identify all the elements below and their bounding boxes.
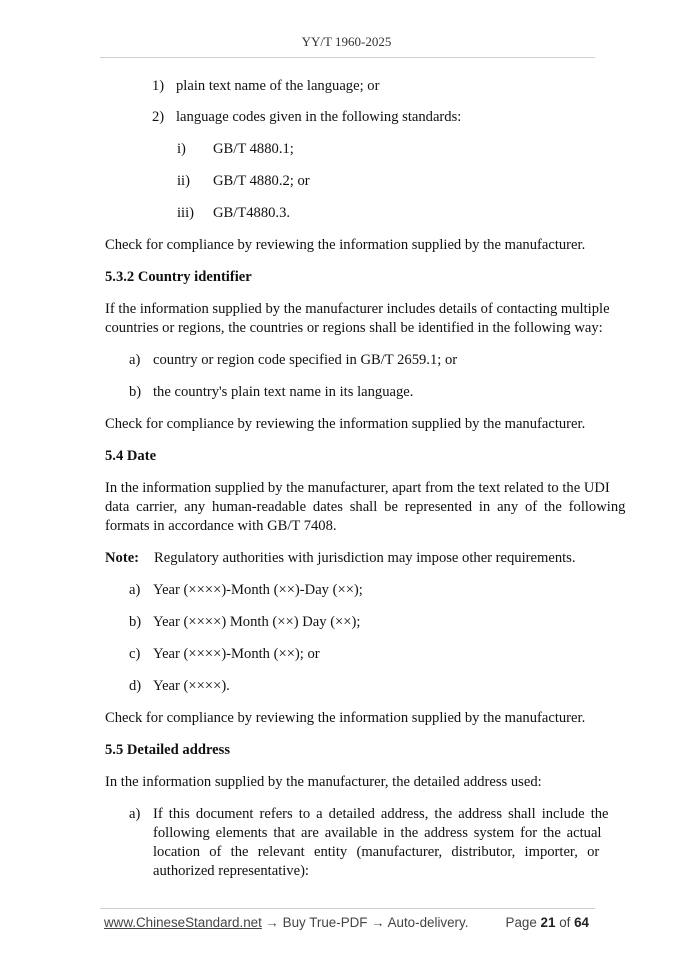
paragraph-line: formats in accordance with GB/T 7408.: [105, 518, 337, 534]
section-heading-5-3-2: 5.3.2 Country identifier: [105, 269, 252, 285]
list-text: GB/T 4880.2; or: [213, 173, 310, 189]
footer-tagline: → Buy True-PDF → Auto-delivery.: [261, 915, 469, 930]
paragraph-line: In the information supplied by the manufacturer, apart from the text related to the UDI: [105, 480, 610, 496]
list-number: ii): [177, 173, 190, 189]
footer-divider: [100, 908, 595, 909]
compliance-check-text: Check for compliance by reviewing the information supplied by the manufacturer.: [105, 710, 586, 726]
page-label: Page: [505, 915, 537, 930]
list-item-line: following elements that are available in the address system for the actual: [153, 825, 602, 841]
list-item: [129, 383, 413, 401]
list-number: i): [177, 141, 186, 157]
list-text: GB/T 4880.1;: [213, 141, 294, 157]
note-label: Note:: [105, 550, 140, 566]
page-number: 21: [540, 915, 556, 930]
list-text: Year (××××).: [153, 678, 230, 694]
list-item-number: a): [129, 806, 141, 822]
list-number: 1): [152, 78, 165, 94]
list-item: [129, 613, 360, 631]
compliance-check-text: Check for compliance by reviewing the information supplied by the manufacturer.: [105, 416, 586, 432]
compliance-check-text: Check for compliance by reviewing the information supplied by the manufacturer.: [105, 237, 586, 253]
page-total: 64: [574, 915, 589, 930]
list-text: plain text name of the language; or: [176, 78, 380, 94]
note-text: Regulatory authorities with jurisdiction may impose other requirements.: [154, 550, 576, 566]
list-item: [177, 140, 294, 158]
paragraph-line: If the information supplied by the manufacturer includes details of contacting multiple: [105, 301, 610, 317]
list-item: [177, 172, 310, 190]
footer-promo: [104, 915, 468, 930]
list-number: b): [129, 614, 142, 630]
paragraph-line: countries or regions, the countries or regions shall be identified in the following way:: [105, 320, 603, 336]
list-item-line: If this document refers to a detailed address, the address shall include the: [153, 806, 609, 822]
note: [105, 549, 576, 567]
list-number: iii): [177, 205, 195, 221]
list-number: a): [129, 582, 141, 598]
section-heading-5-4: 5.4 Date: [105, 448, 157, 464]
list-item: [129, 351, 457, 369]
section-heading-5-5: 5.5 Detailed address: [105, 742, 230, 758]
list-item: [177, 204, 290, 222]
list-item: [152, 77, 379, 95]
list-text: the country's plain text name in its language.: [153, 384, 414, 400]
list-text: Year (××××)-Month (××); or: [153, 646, 320, 662]
list-text: GB/T4880.3.: [213, 205, 291, 221]
list-item: [152, 108, 461, 126]
paragraph-line: In the information supplied by the manufacturer, the detailed address used:: [105, 774, 542, 790]
website-link[interactable]: www.ChineseStandard.net: [104, 915, 262, 930]
list-item: [129, 645, 320, 663]
list-item-line: location of the relevant entity (manufacturer, distributor, importer, or: [153, 844, 600, 860]
list-item: [129, 677, 230, 695]
list-text: country or region code specified in GB/T 2659.1; or: [153, 352, 458, 368]
list-item: [129, 581, 363, 599]
list-number: d): [129, 678, 142, 694]
list-item-line: authorized representative):: [153, 863, 309, 879]
list-text: Year (××××)-Month (××)-Day (××);: [153, 582, 363, 598]
paragraph-line: data carrier, any human-readable dates shall be represented in any of the following: [105, 499, 626, 515]
document-code-header: YY/T 1960-2025: [301, 34, 392, 49]
of-label: of: [559, 915, 571, 930]
header-divider: [100, 57, 595, 58]
page-indicator: [506, 915, 589, 930]
list-text: language codes given in the following standards:: [176, 109, 462, 125]
list-number: 2): [152, 109, 165, 125]
list-number: c): [129, 646, 141, 662]
list-text: Year (××××) Month (××) Day (××);: [153, 614, 361, 630]
list-number: a): [129, 352, 141, 368]
list-number: b): [129, 384, 142, 400]
